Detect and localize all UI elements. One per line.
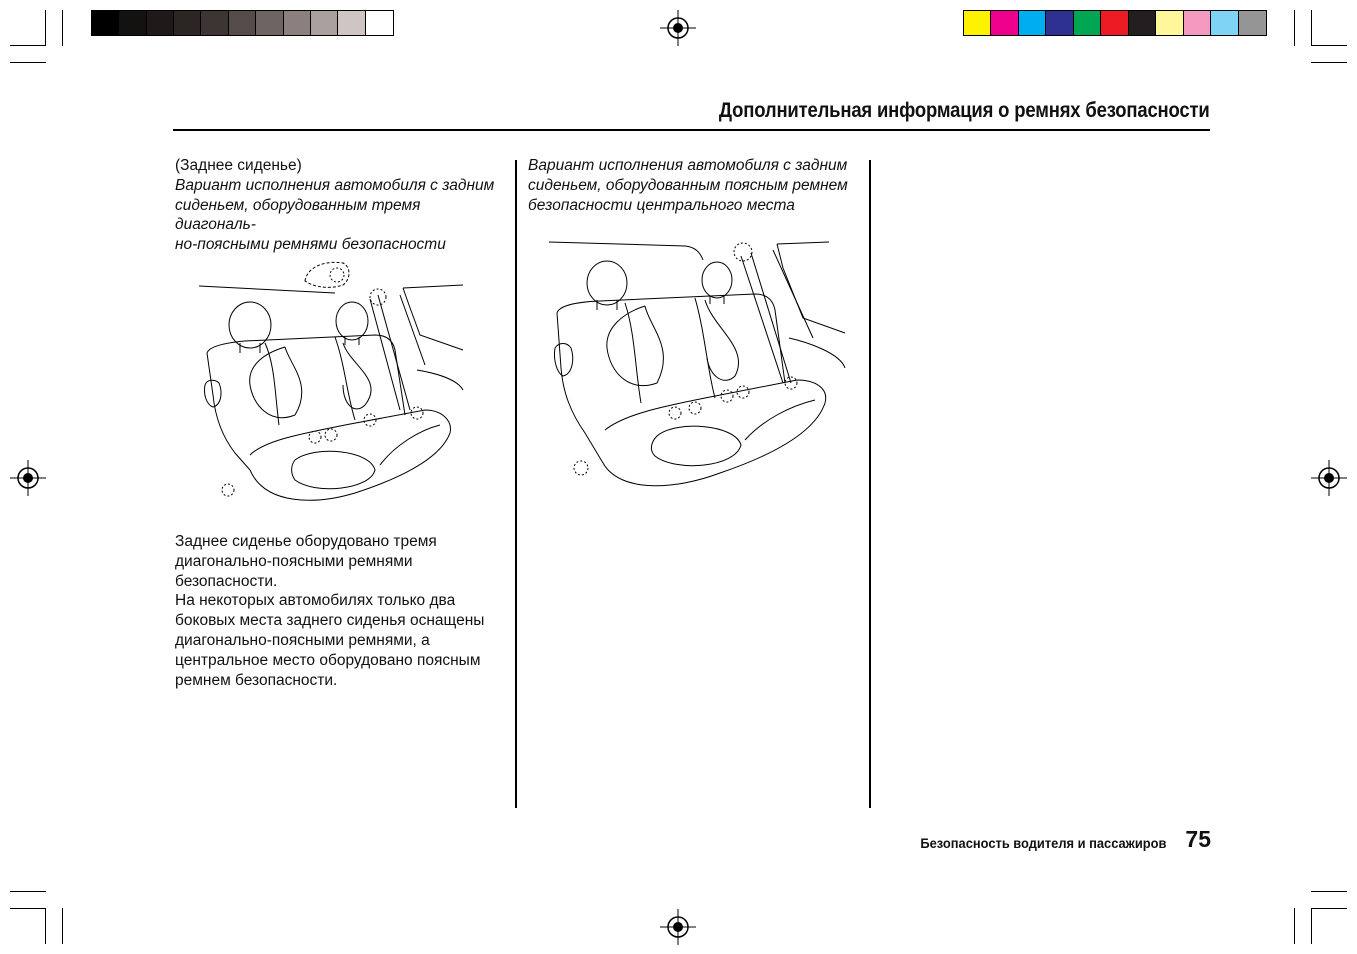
body-line: Заднее сиденье оборудовано тремя [175, 533, 437, 550]
body-line: На некоторых автомобилях только два [175, 592, 456, 610]
figure-caption: но-поясными ремнями безопасности [175, 236, 446, 254]
crop-mark [1311, 62, 1347, 63]
registration-mark-icon [660, 10, 696, 46]
color-swatch [92, 11, 119, 35]
crop-mark [1294, 10, 1295, 46]
body-line: диагонально-поясными ремнями [175, 552, 413, 570]
color-swatch [991, 11, 1018, 35]
crop-mark [10, 62, 46, 63]
column-divider [869, 160, 871, 808]
body-line: безопасности. [175, 572, 278, 590]
color-swatch [174, 11, 201, 35]
crop-mark [1311, 45, 1347, 46]
left-column [175, 156, 505, 255]
color-swatch [256, 11, 283, 35]
color-swatch [964, 11, 991, 35]
crop-mark [1311, 908, 1347, 909]
figure-caption: Вариант исполнения автомобиля с задним [528, 157, 848, 174]
color-swatch [1211, 11, 1238, 35]
rear-seat-three-belts-illustration [195, 255, 475, 510]
middle-column [528, 156, 858, 215]
color-swatch [229, 11, 256, 35]
body-line: диагонально-поясными ремнями, а [175, 631, 430, 649]
color-swatch [1101, 11, 1128, 35]
body-line: боковых места заднего сиденья оснащены [175, 612, 485, 630]
color-swatch [338, 11, 365, 35]
figure-caption: сиденьем, оборудованным поясным ремнем [528, 176, 848, 194]
crop-mark [10, 45, 46, 46]
color-swatch [1074, 11, 1101, 35]
crop-mark [10, 891, 46, 892]
column-divider [515, 160, 517, 808]
crop-mark [1294, 908, 1295, 944]
crop-mark [45, 908, 46, 944]
figure-caption: сиденьем, оборудованным тремя диагональ- [175, 196, 421, 234]
header-rule [173, 129, 1210, 131]
color-swatch [1184, 11, 1211, 35]
crop-mark [62, 10, 63, 46]
left-body-text [175, 532, 505, 690]
color-swatch [284, 11, 311, 35]
registration-mark-icon [660, 909, 696, 945]
color-swatch [119, 11, 146, 35]
crop-mark [10, 908, 46, 909]
footer-section-name: Безопасность водителя и пассажиров [920, 835, 1166, 851]
crop-mark [1311, 10, 1312, 46]
crop-mark [62, 908, 63, 944]
color-swatch [366, 11, 393, 35]
process-color-bar [963, 10, 1267, 36]
color-swatch [1046, 11, 1073, 35]
body-line: ремнем безопасности. [175, 671, 338, 689]
color-swatch [311, 11, 338, 35]
page-title: Дополнительная информация о ремнях безопасности [719, 99, 1210, 122]
registration-mark-icon [10, 460, 46, 496]
page-number: 75 [1185, 826, 1211, 852]
crop-mark [1311, 891, 1347, 892]
color-swatch [1156, 11, 1183, 35]
figure-caption: Вариант исполнения автомобиля с задним [175, 176, 495, 194]
color-swatch [201, 11, 228, 35]
registration-mark-icon [1311, 460, 1347, 496]
body-line: центральное место оборудовано поясным [175, 651, 481, 669]
color-swatch [147, 11, 174, 35]
section-label: (Заднее сиденье) [175, 157, 302, 174]
rear-seat-center-lap-belt-illustration [545, 238, 850, 493]
color-swatch [1129, 11, 1156, 35]
crop-mark [1311, 908, 1312, 944]
color-swatch [1019, 11, 1046, 35]
crop-mark [45, 10, 46, 46]
gray-color-bar [91, 10, 394, 36]
color-swatch [1239, 11, 1266, 35]
figure-caption: безопасности центрального места [528, 196, 795, 214]
